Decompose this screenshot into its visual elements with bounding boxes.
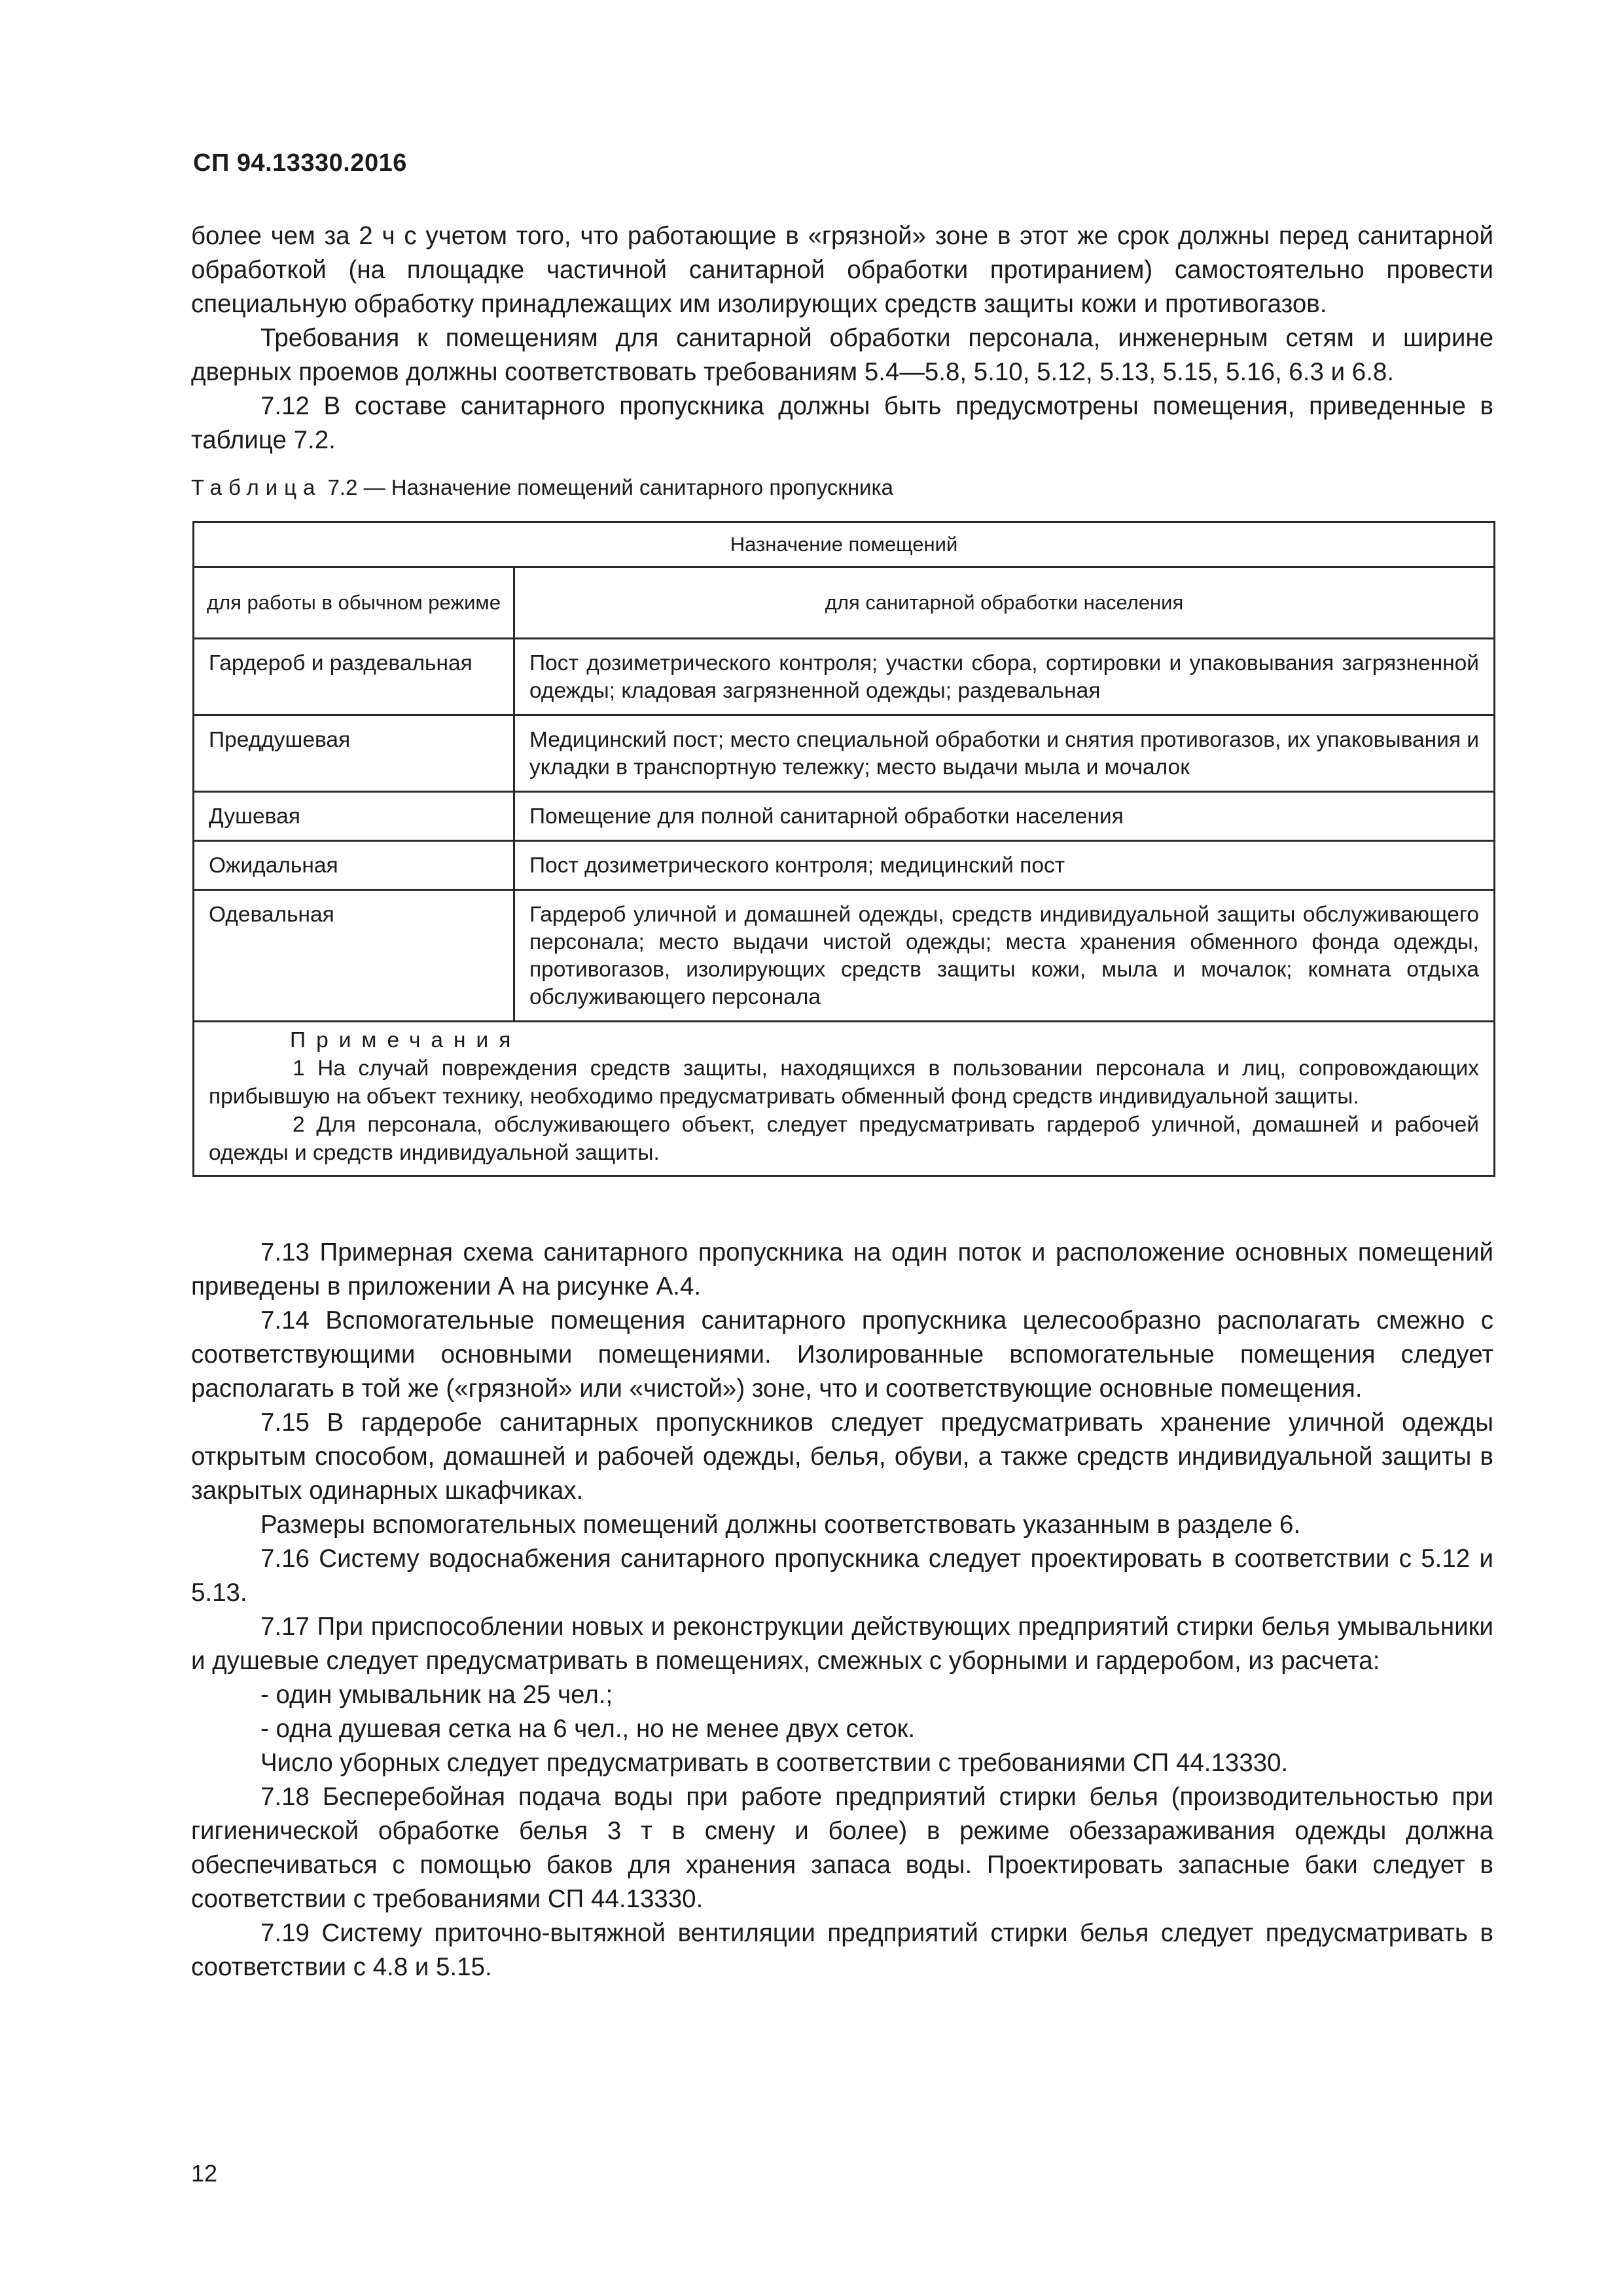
document-code: СП 94.13330.2016 bbox=[193, 149, 407, 177]
table-cell-sanitary: Пост дозиметрического контроля; медицинский пост bbox=[514, 841, 1495, 890]
list-item: - один умывальник на 25 чел.; bbox=[260, 1681, 613, 1709]
table-cell-normal: Преддушевая bbox=[194, 715, 514, 792]
table-header-sanitary: для санитарной обработки населения bbox=[514, 567, 1495, 639]
table-row bbox=[194, 792, 1495, 841]
paragraph: 7.19 Систему приточно-вытяжной вентиляции предприятий стирки белья следует предусматривать в соответствии с 4.8 и 5.15. bbox=[191, 1919, 1493, 1981]
notes-title: Примечания bbox=[290, 1028, 522, 1052]
table-cell-sanitary: Гардероб уличной и домашней одежды, средств индивидуальной защиты обслуживающего персонала; место выдачи чистой одежды; места хранения обменного фонда одежды, противогазов, изолирующих средств защиты кожи, мыла и мочалок; комната отдыха обслуживающего персонала bbox=[514, 890, 1495, 1022]
paragraph: 7.15 В гардеробе санитарных пропускников следует предусматривать хранение уличной одежды открытым способом, домашней и рабочей одежды, белья, обуви, а также средств индивидуальной защиты в закрытых одинарных шкафчиках. bbox=[191, 1408, 1493, 1505]
table-caption bbox=[191, 475, 893, 500]
table-cell-sanitary: Помещение для полной санитарной обработки населения bbox=[514, 792, 1495, 841]
list-item: - одна душевая сетка на 6 чел., но не менее двух сеток. bbox=[260, 1715, 916, 1743]
table-cell-normal: Душевая bbox=[194, 792, 514, 841]
note-item: 2 Для персонала, обслуживающего объект, следует предусматривать гардероб уличной, домашней и рабочей одежды и средств индивидуальной защиты. bbox=[209, 1113, 1479, 1165]
table-cell-sanitary: Пост дозиметрического контроля; участки сбора, сортировки и упаковывания загрязненной одежды; кладовая загрязненной одежды; раздевальная bbox=[514, 639, 1495, 715]
table-caption-label: Таблица bbox=[191, 475, 322, 499]
paragraph: 7.13 Примерная схема санитарного пропускника на один поток и расположение основных помещений приведены в приложении А на рисунке А.4. bbox=[191, 1238, 1493, 1300]
paragraph: 7.16 Систему водоснабжения санитарного пропускника следует проектировать в соответствии с 5.12 и 5.13. bbox=[191, 1545, 1493, 1607]
paragraph: 7.12 В составе санитарного пропускника должны быть предусмотрены помещения, приведенные в таблице 7.2. bbox=[191, 392, 1493, 454]
table-cell-normal: Одевальная bbox=[194, 890, 514, 1022]
table-row bbox=[194, 890, 1495, 1022]
rooms-table bbox=[192, 521, 1495, 1177]
paragraph: 7.18 Бесперебойная подача воды при работе предприятий стирки белья (производительностью при гигиенической обработке белья 3 т в смену и более) в режиме обеззараживания одежды должна обеспечиваться с помощью баков для хранения запаса воды. Проектировать запасные баки следует в соответствии с требованиями СП 44.13330. bbox=[191, 1783, 1493, 1913]
table-cell-normal: Ожидальная bbox=[194, 841, 514, 890]
table-caption-text: 7.2 — Назначение помещений санитарного пропускника bbox=[327, 475, 894, 499]
paragraph: Размеры вспомогательных помещений должны соответствовать указанным в разделе 6. bbox=[260, 1511, 1301, 1539]
page-number: 12 bbox=[191, 2160, 218, 2187]
paragraph: Число уборных следует предусматривать в соответствии с требованиями СП 44.13330. bbox=[260, 1749, 1289, 1777]
table-row bbox=[194, 841, 1495, 890]
table-row bbox=[194, 639, 1495, 715]
table-cell-sanitary: Медицинский пост; место специальной обработки и снятия противогазов, их упаковывания и укладки в транспортную тележку; место выдачи мыла и мочалок bbox=[514, 715, 1495, 792]
paragraph: более чем за 2 ч с учетом того, что работающие в «грязной» зоне в этот же срок должны перед санитарной обработкой (на площадке частичной санитарной обработки протиранием) самостоятельно провести специальную обработку принадлежащих им изолирующих средств защиты кожи и противогазов. bbox=[191, 222, 1493, 318]
table-header-main: Назначение помещений bbox=[194, 522, 1495, 567]
table-header-normal-mode: для работы в обычном режиме bbox=[194, 567, 514, 639]
note-item: 1 На случай повреждения средств защиты, находящихся в пользовании персонала и лиц, сопровождающих прибывшую на объект технику, необходимо предусматривать обменный фонд средств индивидуальной защиты. bbox=[209, 1056, 1479, 1109]
intro-text bbox=[191, 219, 1493, 457]
table-notes bbox=[194, 1022, 1495, 1176]
table-cell-normal: Гардероб и раздевальная bbox=[194, 639, 514, 715]
paragraph: 7.17 При приспособлении новых и реконструкции действующих предприятий стирки белья умывальники и душевые следует предусматривать в помещениях, смежных с уборными и гардеробом, из расчета: bbox=[191, 1613, 1493, 1675]
table-row bbox=[194, 715, 1495, 792]
paragraph: Требования к помещениям для санитарной обработки персонала, инженерным сетям и ширине дверных проемов должны соответствовать требованиям 5.4—5.8, 5.10, 5.12, 5.13, 5.15, 5.16, 6.3 и 6.8. bbox=[191, 324, 1493, 386]
paragraph: 7.14 Вспомогательные помещения санитарного пропускника целесообразно располагать смежно с соответствующими основными помещениями. Изолированные вспомогательные помещения следует располагать в той же («грязной» или «чистой») зоне, что и соответствующие основные помещения. bbox=[191, 1306, 1493, 1403]
main-text bbox=[191, 1236, 1493, 1984]
